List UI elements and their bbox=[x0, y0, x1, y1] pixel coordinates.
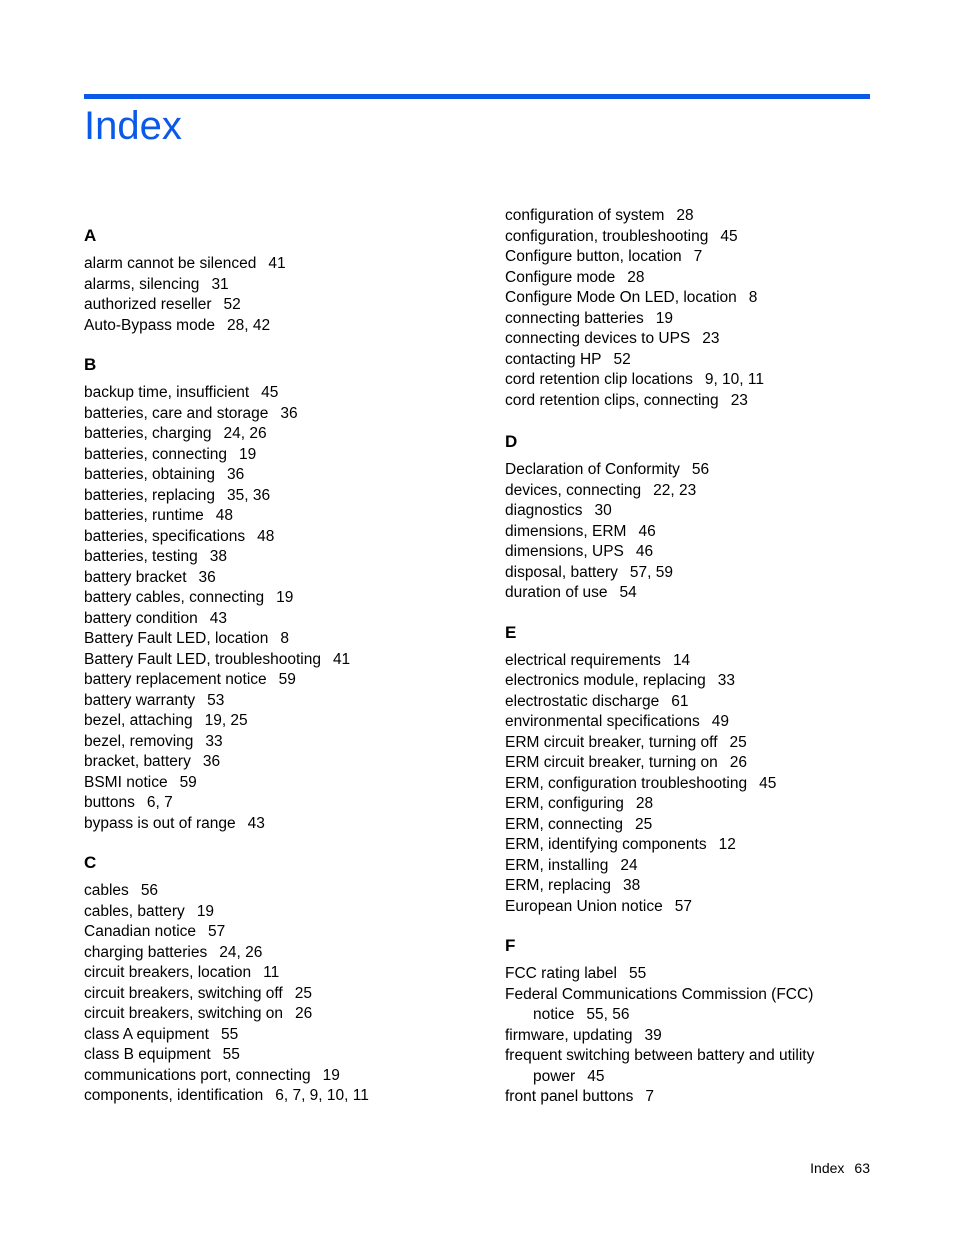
index-pages[interactable]: 55 bbox=[629, 965, 647, 982]
index-entry bbox=[84, 1025, 464, 1046]
index-entry bbox=[505, 753, 885, 774]
index-section bbox=[505, 619, 885, 918]
index-pages[interactable]: 41 bbox=[332, 650, 351, 668]
index-entry bbox=[84, 1045, 464, 1066]
title-rule bbox=[84, 94, 870, 99]
index-entry bbox=[505, 288, 885, 309]
index-term: authorized reseller bbox=[84, 296, 212, 313]
index-pages[interactable]: 23 bbox=[730, 391, 748, 409]
index-entry bbox=[84, 670, 464, 691]
index-term: batteries, connecting bbox=[84, 445, 228, 463]
index-term: ERM, configuring bbox=[505, 795, 624, 812]
index-pages[interactable]: 7 bbox=[693, 248, 703, 265]
index-pages[interactable]: 9, 10, 11 bbox=[704, 371, 765, 388]
index-term: frequent switching between battery and utility power bbox=[505, 1047, 815, 1085]
index-pages[interactable]: 43 bbox=[209, 609, 227, 627]
index-entry bbox=[505, 794, 885, 815]
index-entry bbox=[505, 481, 885, 502]
index-pages[interactable]: 45 bbox=[720, 227, 738, 245]
index-pages[interactable]: 46 bbox=[635, 543, 654, 560]
index-entry bbox=[84, 254, 464, 275]
index-term: configuration of system bbox=[505, 207, 665, 224]
section-letter: E bbox=[505, 622, 517, 642]
index-entry bbox=[505, 460, 885, 481]
index-term: connecting batteries bbox=[505, 309, 644, 327]
index-term: cord retention clip locations bbox=[505, 371, 693, 388]
index-entry bbox=[84, 629, 464, 650]
index-term: environmental specifications bbox=[505, 713, 700, 730]
index-entry bbox=[84, 445, 464, 466]
index-pages[interactable]: 19, 25 bbox=[204, 712, 248, 729]
index-pages[interactable]: 36 bbox=[202, 753, 221, 770]
index-entry bbox=[505, 206, 885, 227]
section-letter: D bbox=[505, 432, 518, 451]
index-entry bbox=[505, 774, 885, 795]
index-entry bbox=[84, 568, 464, 589]
index-entry bbox=[505, 1046, 873, 1087]
index-pages[interactable]: 24, 26 bbox=[219, 943, 263, 961]
index-pages[interactable]: 36 bbox=[198, 568, 216, 586]
index-term: firmware, updating bbox=[505, 1026, 633, 1044]
index-term: alarm cannot be silenced bbox=[84, 255, 257, 272]
index-term: Canadian notice bbox=[84, 923, 197, 940]
index-entry bbox=[84, 814, 464, 835]
index-term: devices, connecting bbox=[505, 481, 642, 499]
index-pages[interactable]: 43 bbox=[247, 814, 265, 832]
index-pages[interactable]: 48 bbox=[257, 527, 275, 545]
index-pages[interactable]: 24 bbox=[620, 856, 638, 874]
index-term: backup time, insufficient bbox=[84, 384, 250, 401]
index-term: batteries, charging bbox=[84, 425, 212, 442]
index-section bbox=[84, 222, 464, 336]
index-entry bbox=[84, 486, 464, 507]
index-pages[interactable]: 28, 42 bbox=[226, 316, 271, 334]
index-term: bezel, removing bbox=[84, 732, 194, 750]
index-pages[interactable]: 45 bbox=[261, 384, 279, 401]
index-term: battery replacement notice bbox=[84, 671, 267, 688]
index-entry bbox=[505, 370, 885, 391]
index-pages[interactable]: 25 bbox=[635, 815, 653, 833]
index-entry bbox=[84, 650, 464, 671]
index-entry bbox=[84, 881, 464, 902]
index-pages[interactable]: 56 bbox=[691, 461, 710, 478]
index-entry bbox=[84, 465, 464, 486]
index-term: ERM, identifying components bbox=[505, 836, 707, 853]
index-pages[interactable]: 48 bbox=[215, 507, 233, 524]
index-pages[interactable]: 39 bbox=[644, 1026, 662, 1044]
index-term: bypass is out of range bbox=[84, 814, 236, 832]
index-entry bbox=[505, 964, 885, 985]
index-term: FCC rating label bbox=[505, 965, 617, 982]
index-pages[interactable]: 49 bbox=[711, 713, 729, 730]
index-entry bbox=[505, 309, 885, 330]
index-term: charging batteries bbox=[84, 943, 208, 961]
index-entry bbox=[84, 588, 464, 609]
index-term: electrostatic discharge bbox=[505, 692, 660, 710]
footer-label: Index bbox=[810, 1160, 845, 1176]
index-pages[interactable]: 59 bbox=[278, 671, 296, 688]
index-term: battery warranty bbox=[84, 691, 196, 709]
index-pages[interactable]: 6, 7, 9, 10, 11 bbox=[275, 1087, 369, 1104]
index-entry bbox=[84, 943, 464, 964]
index-pages[interactable]: 36 bbox=[226, 466, 245, 483]
index-pages[interactable]: 6, 7 bbox=[146, 794, 173, 811]
index-entry bbox=[505, 350, 885, 371]
index-term: Battery Fault LED, troubleshooting bbox=[84, 650, 321, 668]
index-entry bbox=[84, 752, 464, 773]
index-pages[interactable]: 19 bbox=[322, 1066, 340, 1084]
index-term: Configure mode bbox=[505, 268, 616, 286]
index-pages[interactable]: 7 bbox=[645, 1088, 655, 1105]
index-entry bbox=[505, 985, 873, 1026]
index-term: components, identification bbox=[84, 1087, 264, 1104]
index-entry bbox=[505, 1087, 885, 1108]
index-pages[interactable]: 12 bbox=[718, 836, 736, 853]
index-term: battery condition bbox=[84, 609, 198, 627]
index-entry bbox=[505, 671, 885, 692]
index-pages[interactable]: 33 bbox=[717, 672, 735, 689]
index-pages[interactable]: 26 bbox=[729, 754, 748, 771]
index-term: Configure button, location bbox=[505, 248, 682, 265]
index-pages[interactable]: 33 bbox=[205, 732, 223, 750]
index-term: configuration, troubleshooting bbox=[505, 227, 709, 245]
index-term: ERM circuit breaker, turning on bbox=[505, 754, 718, 771]
index-pages[interactable]: 31 bbox=[211, 275, 229, 293]
index-entry bbox=[84, 732, 464, 753]
index-pages[interactable]: 28 bbox=[635, 795, 654, 812]
page-footer bbox=[810, 1158, 870, 1178]
index-entry bbox=[84, 1066, 464, 1087]
index-entry bbox=[505, 733, 885, 754]
index-entry bbox=[505, 563, 885, 584]
index-term: battery cables, connecting bbox=[84, 589, 265, 606]
index-pages[interactable]: 19 bbox=[239, 445, 257, 463]
index-pages[interactable]: 38 bbox=[622, 877, 641, 894]
index-pages[interactable]: 25 bbox=[729, 733, 747, 751]
index-pages[interactable]: 55, 56 bbox=[586, 1006, 630, 1023]
index-term: battery bracket bbox=[84, 568, 187, 586]
index-pages[interactable]: 57 bbox=[208, 923, 226, 940]
index-term: circuit breakers, switching on bbox=[84, 1005, 283, 1022]
index-entry bbox=[505, 542, 885, 563]
index-term: class B equipment bbox=[84, 1046, 211, 1063]
page-number: 63 bbox=[854, 1160, 870, 1176]
index-term: batteries, replacing bbox=[84, 486, 215, 504]
index-entry bbox=[505, 501, 885, 522]
index-pages[interactable]: 19 bbox=[276, 589, 294, 606]
index-term: Configure Mode On LED, location bbox=[505, 289, 737, 306]
page-title: Index bbox=[84, 104, 182, 148]
index-entry bbox=[84, 711, 464, 732]
index-pages[interactable]: 59 bbox=[179, 773, 197, 791]
index-pages[interactable]: 19 bbox=[655, 309, 673, 327]
index-pages[interactable]: 22, 23 bbox=[653, 481, 697, 499]
index-entry bbox=[84, 609, 464, 630]
index-entry bbox=[84, 691, 464, 712]
index-entry bbox=[505, 522, 885, 543]
index-term: BSMI notice bbox=[84, 773, 168, 791]
index-term: Federal Communications Commission (FCC) notice bbox=[505, 985, 814, 1023]
index-term: electrical requirements bbox=[505, 651, 661, 669]
index-term: Declaration of Conformity bbox=[505, 461, 680, 478]
section-letter: C bbox=[84, 853, 97, 872]
index-pages[interactable]: 8 bbox=[748, 289, 758, 306]
index-column-right bbox=[505, 206, 885, 1123]
index-entry bbox=[84, 984, 464, 1005]
index-entry bbox=[84, 547, 464, 568]
index-term: dimensions, UPS bbox=[505, 543, 624, 560]
index-pages[interactable]: 11 bbox=[263, 964, 280, 981]
index-term: batteries, care and storage bbox=[84, 404, 269, 422]
index-pages[interactable]: 38 bbox=[209, 548, 227, 565]
index-term: batteries, obtaining bbox=[84, 466, 215, 483]
index-term: diagnostics bbox=[505, 502, 583, 519]
index-term: circuit breakers, location bbox=[84, 964, 252, 981]
index-term: contacting HP bbox=[505, 350, 602, 368]
index-entry bbox=[84, 383, 464, 404]
index-term: bracket, battery bbox=[84, 753, 191, 770]
index-pages[interactable]: 19 bbox=[196, 902, 215, 920]
index-term: electronics module, replacing bbox=[505, 672, 706, 689]
index-entry bbox=[505, 712, 885, 733]
index-entry bbox=[505, 651, 885, 672]
index-pages[interactable]: 14 bbox=[672, 651, 691, 669]
section-letter: A bbox=[84, 226, 97, 245]
index-pages[interactable]: 8 bbox=[280, 630, 289, 647]
index-entry bbox=[84, 902, 464, 923]
index-term: ERM, replacing bbox=[505, 877, 611, 894]
index-pages[interactable]: 45 bbox=[587, 1067, 605, 1085]
index-entry bbox=[84, 275, 464, 296]
index-entry bbox=[505, 897, 885, 918]
index-section bbox=[505, 932, 885, 1108]
index-entry bbox=[84, 527, 464, 548]
index-term: ERM, configuration troubleshooting bbox=[505, 774, 748, 792]
index-term: duration of use bbox=[505, 584, 608, 601]
index-section bbox=[505, 428, 885, 604]
index-term: batteries, specifications bbox=[84, 527, 246, 545]
index-entry bbox=[84, 922, 464, 943]
index-pages[interactable]: 25 bbox=[294, 984, 312, 1002]
index-entry bbox=[505, 268, 885, 289]
index-term: European Union notice bbox=[505, 897, 663, 915]
index-term: cord retention clips, connecting bbox=[505, 391, 719, 409]
index-pages[interactable]: 57, 59 bbox=[629, 563, 673, 581]
index-pages[interactable]: 28 bbox=[627, 268, 645, 286]
index-term: Battery Fault LED, location bbox=[84, 630, 269, 647]
index-entry bbox=[505, 856, 885, 877]
index-pages[interactable]: 45 bbox=[759, 774, 777, 792]
index-section bbox=[505, 206, 885, 411]
index-entry bbox=[505, 391, 885, 412]
section-letter: F bbox=[505, 936, 516, 955]
index-pages[interactable]: 24, 26 bbox=[223, 425, 267, 442]
index-entry bbox=[505, 1026, 885, 1047]
index-entry bbox=[84, 963, 464, 984]
index-pages[interactable]: 35, 36 bbox=[226, 486, 271, 504]
index-entry bbox=[84, 793, 464, 814]
index-entry bbox=[84, 773, 464, 794]
index-pages[interactable]: 52 bbox=[613, 350, 631, 368]
index-pages[interactable]: 55 bbox=[222, 1046, 240, 1063]
index-entry bbox=[505, 876, 885, 897]
index-entry bbox=[505, 227, 885, 248]
index-entry bbox=[505, 692, 885, 713]
index-entry bbox=[505, 835, 885, 856]
index-term: class A equipment bbox=[84, 1025, 209, 1043]
index-pages[interactable]: 56 bbox=[140, 882, 159, 899]
index-entry bbox=[84, 404, 464, 425]
index-term: buttons bbox=[84, 794, 135, 811]
index-term: ERM circuit breaker, turning off bbox=[505, 733, 718, 751]
index-term: connecting devices to UPS bbox=[505, 330, 691, 347]
index-pages[interactable]: 53 bbox=[207, 691, 225, 709]
index-entry bbox=[505, 815, 885, 836]
index-term: Auto-Bypass mode bbox=[84, 316, 215, 334]
index-term: cables, battery bbox=[84, 902, 185, 920]
section-letter: B bbox=[84, 355, 97, 374]
index-entry bbox=[84, 424, 464, 445]
index-entry bbox=[84, 1004, 464, 1025]
index-entry bbox=[84, 295, 464, 316]
index-pages[interactable]: 23 bbox=[702, 330, 720, 347]
index-term: ERM, installing bbox=[505, 856, 609, 874]
index-term: alarms, silencing bbox=[84, 275, 200, 293]
index-term: front panel buttons bbox=[505, 1088, 634, 1105]
index-term: disposal, battery bbox=[505, 563, 618, 581]
index-term: batteries, runtime bbox=[84, 507, 204, 524]
index-entry bbox=[84, 506, 464, 527]
index-entry bbox=[84, 316, 464, 337]
index-section bbox=[84, 849, 464, 1107]
index-column-left bbox=[84, 222, 464, 1122]
index-pages[interactable]: 28 bbox=[676, 207, 694, 224]
index-section bbox=[84, 351, 464, 834]
index-pages[interactable]: 57 bbox=[674, 897, 692, 915]
index-pages[interactable]: 52 bbox=[223, 296, 241, 313]
index-term: dimensions, ERM bbox=[505, 522, 627, 540]
index-entry bbox=[505, 329, 885, 350]
index-pages[interactable]: 55 bbox=[220, 1025, 239, 1043]
index-pages[interactable]: 36 bbox=[280, 404, 298, 422]
index-term: circuit breakers, switching off bbox=[84, 984, 283, 1002]
index-entry bbox=[84, 1086, 464, 1107]
index-pages[interactable]: 30 bbox=[594, 502, 612, 519]
index-entry bbox=[505, 247, 885, 268]
index-term: cables bbox=[84, 882, 129, 899]
index-term: ERM, connecting bbox=[505, 815, 624, 833]
index-term: batteries, testing bbox=[84, 548, 198, 565]
index-pages[interactable]: 41 bbox=[268, 255, 286, 272]
index-term: bezel, attaching bbox=[84, 712, 193, 729]
index-pages[interactable]: 54 bbox=[619, 584, 637, 601]
index-pages[interactable]: 61 bbox=[671, 692, 689, 710]
index-entry bbox=[505, 583, 885, 604]
index-pages[interactable]: 46 bbox=[638, 522, 656, 540]
index-term: communications port, connecting bbox=[84, 1066, 311, 1084]
index-pages[interactable]: 26 bbox=[295, 1005, 313, 1022]
